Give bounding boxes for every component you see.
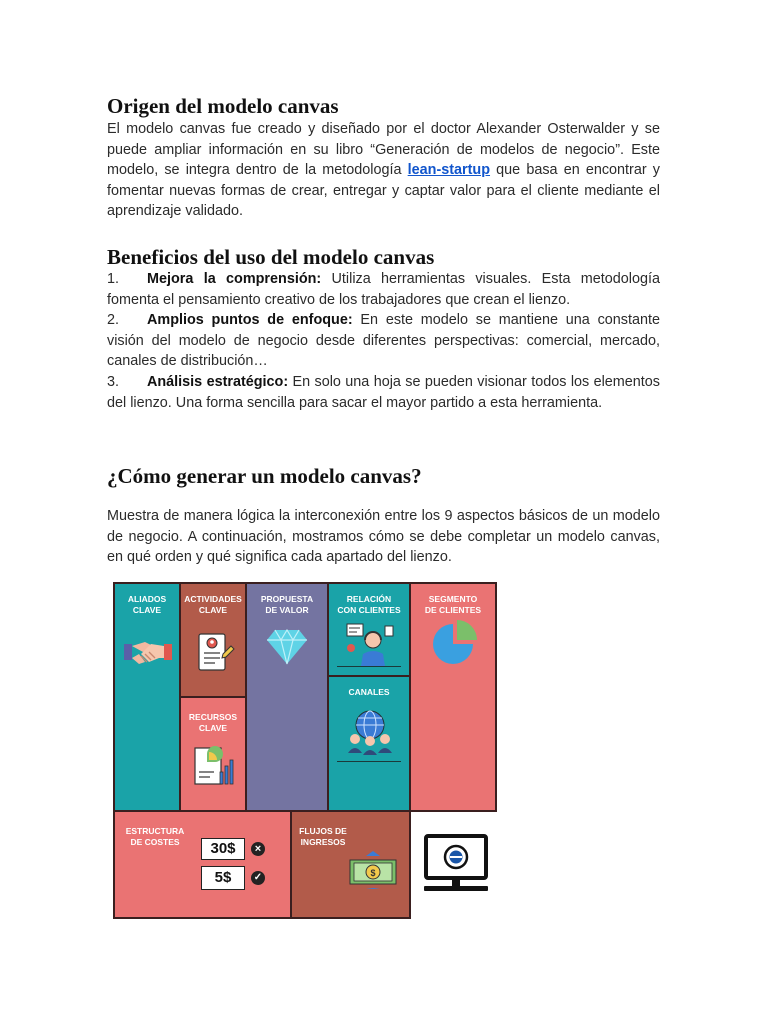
money-bill-icon [348,850,398,890]
cell-canales [327,675,411,812]
cell-label: RELACIÓN CON CLIENTES [337,594,401,615]
lean-startup-link[interactable]: lean-startup [407,162,491,179]
cell-recursos-clave [179,696,247,812]
cell-estructura-de-costes [113,810,292,919]
paragraph-origen-end: que basa en encontrar y fomentar nuevas formas de crear, entregar y captar valor para el cliente mediante el aprendizaje validado. [107,162,660,220]
monitor-logo-icon [422,834,490,898]
cell-label: RECURSOS CLAVE [188,712,238,733]
cross-circle-icon: × [251,842,265,856]
money-symbol: $ [370,868,376,878]
list-number: 1. [107,271,120,287]
cell-label: ESTRUCTURA DE COSTES [125,826,185,847]
cell-segmento-de-clientes [409,582,497,812]
price-tags-icon [201,836,273,896]
globe-people-icon [345,709,395,755]
diamond-icon [265,628,309,666]
section-title-beneficios: Beneficios del uso del modelo canvas [107,245,435,269]
document-pencil-icon [195,632,235,674]
list-item-text: En solo una hoja se pueden visionar todos los elementos del lienzo. Una forma sencilla para sacar el mayor partido a esta herramienta. [107,373,660,411]
divider-line [337,666,401,667]
list-item-text: En este modelo se mantiene una constante visión del modelo de negocio desde diferentes perspectivas: comercial, mercado, canales de distribución… [107,312,660,370]
cell-label: CANALES [348,687,390,697]
list-number: 3. [107,373,120,390]
handshake-icon [123,632,173,672]
customer-service-icon [345,622,395,666]
cell-label: PROPUESTA DE VALOR [260,594,314,615]
cell-label: ACTIVIDADES CLAVE [184,594,242,615]
list-item-heading: Análisis estratégico: [147,373,289,390]
list-item-heading: Amplios puntos de enfoque: [147,312,353,329]
section-title-origen: Origen del modelo canvas [107,94,339,118]
cell-aliados-clave [113,582,181,812]
section-title-como: ¿Cómo generar un modelo canvas? [107,464,422,488]
check-circle-icon: ✓ [251,871,265,885]
list-item-heading: Mejora la comprensión: [147,271,322,287]
paragraph-origen [107,119,660,222]
cell-flujos-de-ingresos [290,810,411,919]
price-tag-low [201,866,245,890]
list-number: 2. [107,312,120,329]
report-chart-icon [192,746,236,788]
list-item [107,372,660,413]
price-high-text: 30$ [210,840,236,857]
benefits-list [107,269,660,413]
cell-propuesta-de-valor [245,582,329,812]
cell-relacion-con-clientes [327,582,411,677]
cell-label: ALIADOS CLAVE [127,594,167,615]
divider-line [337,761,401,762]
list-item-text: Utiliza herramientas visuales. Esta metodología fomenta el pensamiento creativo de los trabajadores que crean el lienzo. [107,271,660,308]
cell-label: FLUJOS DE INGRESOS [299,826,347,847]
paragraph-como: Muestra de manera lógica la interconexión entre los 9 aspectos básicos de un modelo de negocio. A continuación, mostramos cómo se debe completar un modelo canvas, en qué orden y qué significa cada apartado del lienzo. [107,508,660,566]
paragraph-origen-start: El modelo canvas fue creado y diseñado por el doctor Alexander Osterwalder y se puede ampliar información en su libro “Generación de modelos de negocio”. Este modelo, se integra dentro de la metodología [107,121,660,179]
pie-chart-icon [433,620,477,664]
cell-actividades-clave [179,582,247,698]
cell-label: SEGMENTO DE CLIENTES [424,594,482,615]
price-low-text: 5$ [214,869,232,886]
list-item [107,310,660,372]
price-tag-high [201,838,245,860]
list-item [107,269,660,310]
